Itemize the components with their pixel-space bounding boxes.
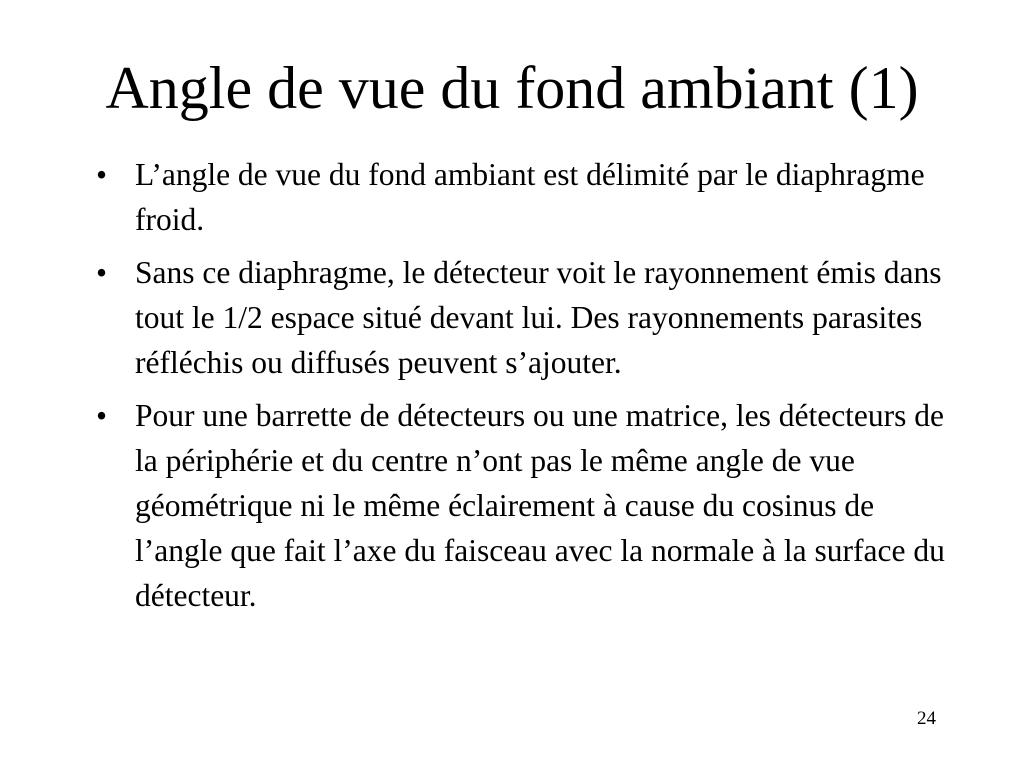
bullet-icon: • bbox=[96, 157, 108, 192]
bullet-text: Sans ce diaphragme, le détecteur voit le rayonnement émis dans tout le 1/2 espace situé devant lui. Des rayonnements parasites réfléchis ou diffusés peuvent s’ajouter. bbox=[135, 255, 942, 380]
bullet-icon: • bbox=[96, 255, 108, 290]
bullet-item-1 bbox=[96, 152, 956, 242]
bullet-list bbox=[96, 152, 956, 626]
page-number: 24 bbox=[917, 708, 936, 729]
bullet-item-2 bbox=[96, 250, 956, 385]
bullet-text: L’angle de vue du fond ambiant est délimité par le diaphragme froid. bbox=[135, 157, 925, 237]
bullet-icon: • bbox=[96, 398, 108, 433]
bullet-text: Pour une barrette de détecteurs ou une matrice, les détecteurs de la périphérie et du centre n’ont pas le même angle de vue géométrique ni le même éclairement à cause du cosinus de l’angle que fait l’axe du faisceau avec la normale à la surface du détecteur. bbox=[135, 398, 945, 613]
slide-title: Angle de vue du fond ambiant (1) bbox=[105, 55, 919, 121]
bullet-item-3 bbox=[96, 393, 956, 618]
